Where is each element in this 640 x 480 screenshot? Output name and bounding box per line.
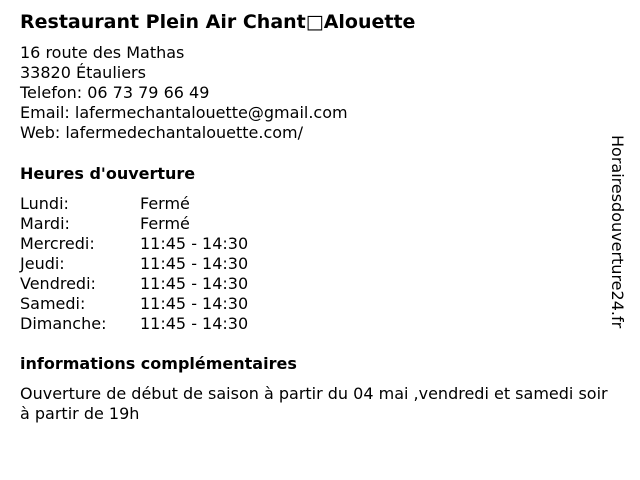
hours-day: Dimanche: — [20, 314, 107, 333]
hours-row — [20, 274, 248, 294]
hours-row — [20, 234, 248, 254]
info-text: Ouverture de début de saison à partir du 04 mai ,vendredi et samedi soir à partir de 19h — [20, 384, 608, 423]
watermark: Horairesdouverture24.fr — [608, 135, 627, 329]
hours-heading: Heures d'ouverture — [20, 164, 196, 183]
hours-day: Mercredi: — [20, 234, 95, 253]
hours-row — [20, 194, 248, 214]
hours-time: 11:45 - 14:30 — [140, 274, 249, 293]
hours-row — [20, 294, 248, 314]
hours-day: Lundi: — [20, 194, 69, 213]
hours-day: Samedi: — [20, 294, 86, 313]
hours-day: Mardi: — [20, 214, 70, 233]
hours-day: Jeudi: — [20, 254, 65, 273]
hours-day: Vendredi: — [20, 274, 96, 293]
info-heading: informations complémentaires — [20, 354, 297, 373]
email: Email: lafermechantalouette@gmail.com — [20, 103, 348, 122]
hours-time: 11:45 - 14:30 — [140, 254, 249, 273]
hours-time: 11:45 - 14:30 — [140, 314, 249, 333]
hours-time: 11:45 - 14:30 — [140, 234, 249, 253]
hours-row — [20, 214, 248, 234]
hours-row — [20, 314, 248, 334]
address-block — [20, 43, 348, 143]
hours-row — [20, 254, 248, 274]
phone: Telefon: 06 73 79 66 49 — [20, 83, 210, 102]
restaurant-title: Restaurant Plein Air Chant□Alouette — [20, 11, 416, 33]
city: 33820 Étauliers — [20, 63, 146, 82]
hours-time: Fermé — [140, 194, 190, 213]
hours-time: 11:45 - 14:30 — [140, 294, 249, 313]
hours-time: Fermé — [140, 214, 190, 233]
website: Web: lafermedechantalouette.com/ — [20, 123, 304, 142]
street-address: 16 route des Mathas — [20, 43, 185, 62]
hours-table — [20, 194, 248, 334]
